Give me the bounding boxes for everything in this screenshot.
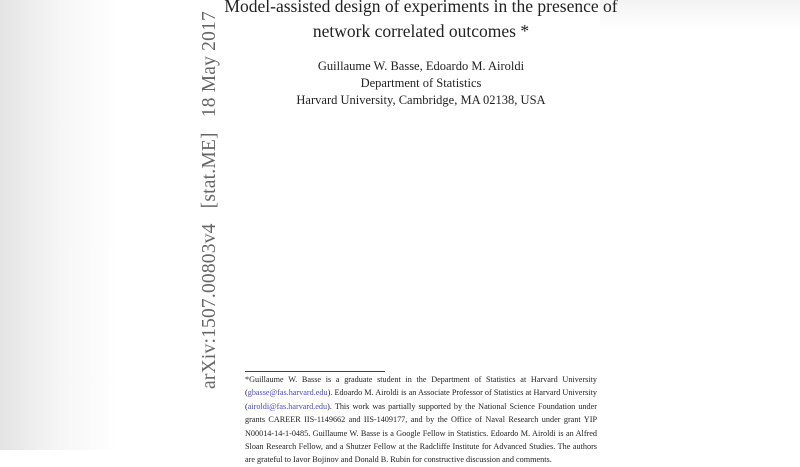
footnote-text-1: *Guillaume W. Basse is a graduate student in the Department of Statistics at Harvard University (: [245, 375, 597, 398]
email-link-airoldi[interactable]: airoldi@fas.harvard.edu: [247, 401, 328, 411]
author-affiliation: Harvard University, Cambridge, MA 02138, USA: [296, 93, 546, 107]
paper-title: [200, 0, 642, 44]
title-line-1: Model-assisted design of experiments in the presence of: [224, 0, 618, 16]
page-shadow: [0, 0, 120, 450]
footnote-text-2: ). Edoardo M. Airoldi is an Associate Professor of Statistics at Harvard University (: [245, 388, 597, 411]
footnote-rule: [245, 371, 385, 372]
arxiv-id: arXiv:1507.00803v4: [199, 223, 220, 389]
title-line-2: network correlated outcomes *: [312, 21, 530, 41]
footnote: [245, 373, 597, 467]
author-block: [260, 58, 582, 109]
arxiv-stamp: [199, 1, 221, 389]
arxiv-category: [stat.ME]: [199, 132, 220, 209]
footnote-text-3: ). This work was partially supported by the National Science Foundation under grants CAREER IIS-1149662 and IIS-1409177, and by the Office of Naval Research under grant YIP N00014-14-1-0485. Guillaume W. Basse is a Google Fellow in Statistics. Edoardo M. Airoldi is an Alfred Sloan Research Fellow, and a Shutzer Fellow at the Radcliffe Institute for Advanced Studies. The authors are grateful to Iavor Bojinov and Donald B. Rubin for constructive discussion and comments.: [245, 401, 597, 465]
arxiv-date: 18 May 2017: [199, 11, 220, 118]
email-link-basse[interactable]: gbasse@fas.harvard.edu: [247, 388, 328, 398]
author-names: Guillaume W. Basse, Edoardo M. Airoldi: [317, 59, 525, 73]
author-department: Department of Statistics: [360, 76, 482, 90]
